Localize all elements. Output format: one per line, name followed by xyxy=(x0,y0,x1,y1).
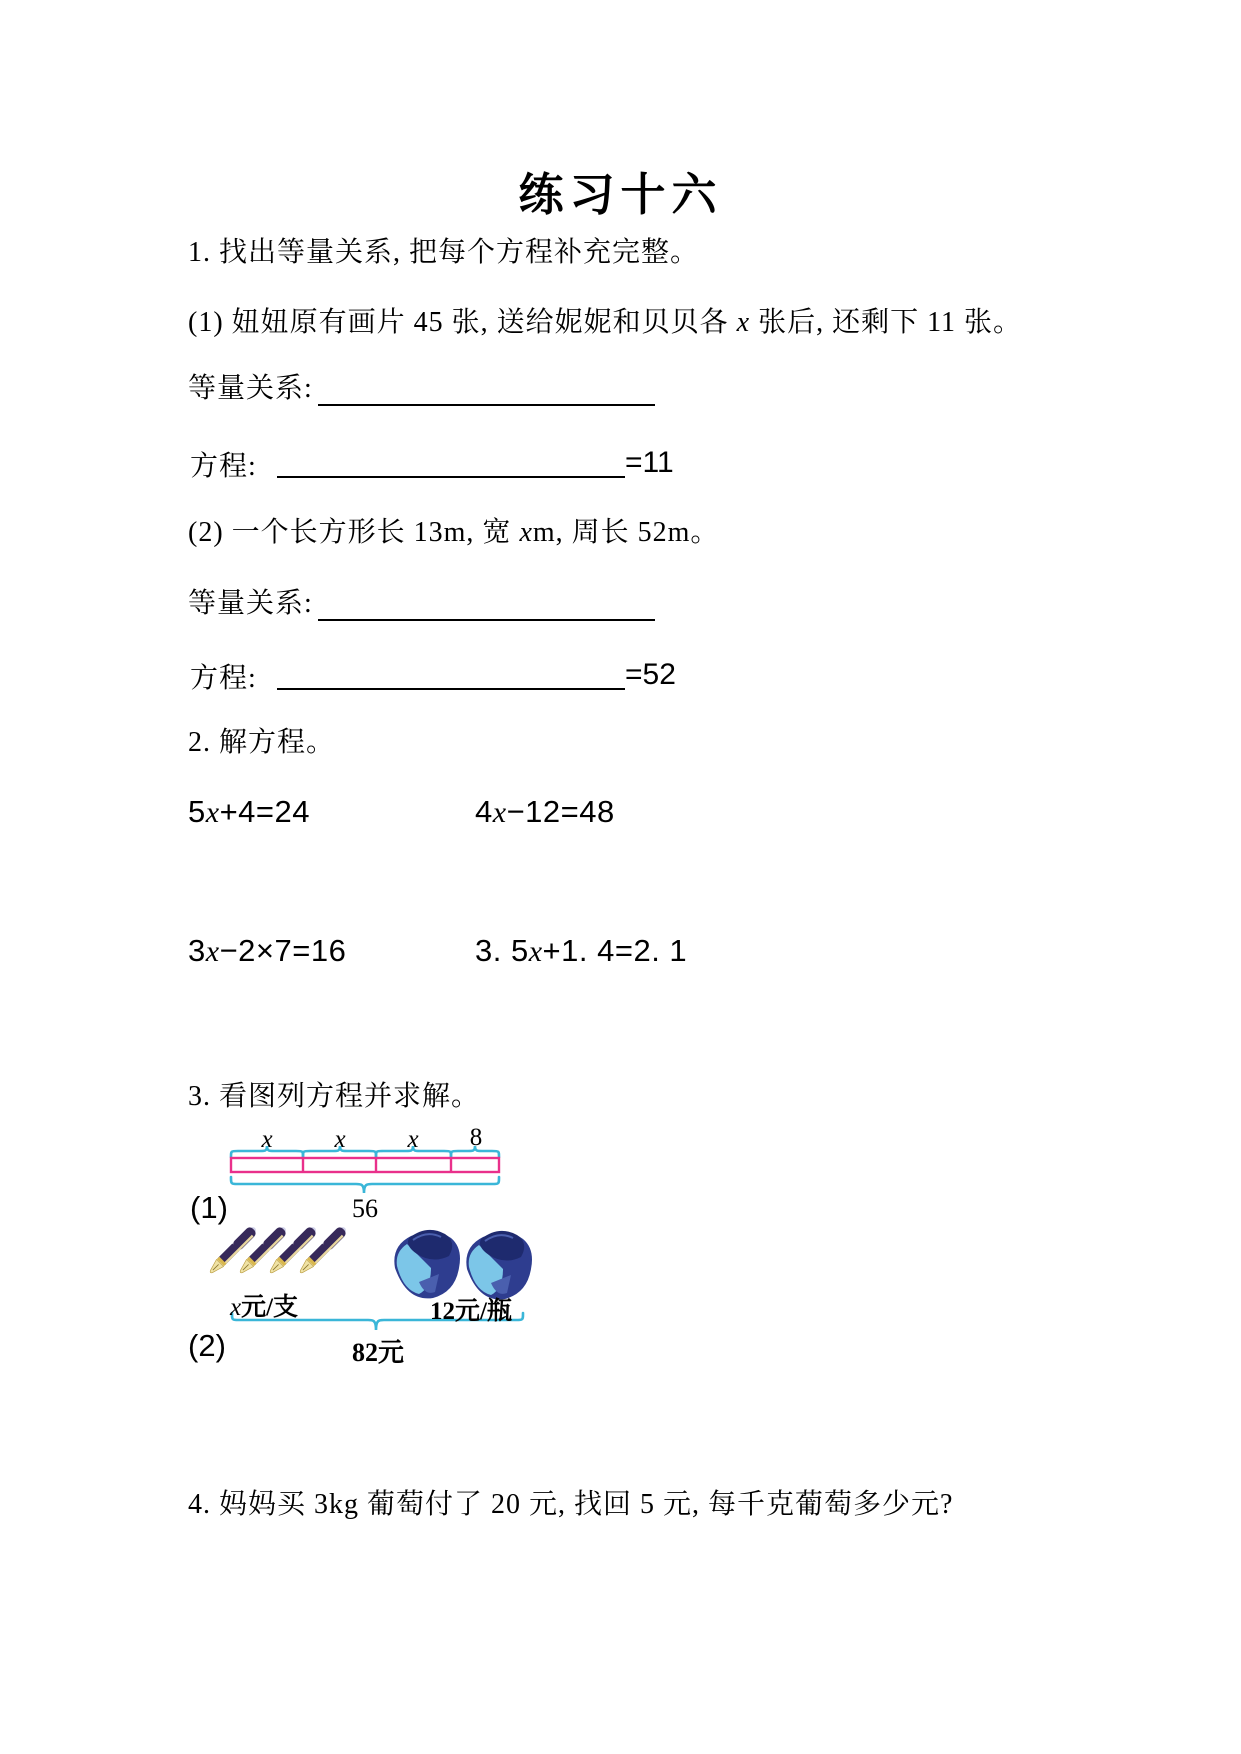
total-price-label: 82元 xyxy=(352,1338,405,1367)
relation-label: 等量关系: xyxy=(188,373,313,404)
q3-heading: 3. 看图列方程并求解。 xyxy=(188,1081,481,1112)
q2-heading: 2. 解方程。 xyxy=(188,727,336,758)
q2-equations-row-1 xyxy=(0,794,1241,844)
q4-text-line xyxy=(0,1482,1241,1532)
q2-heading-line xyxy=(0,720,1241,770)
relation-blank xyxy=(318,366,655,406)
q1-part1-text-line xyxy=(0,300,1241,350)
bar-segment-label: x xyxy=(261,1126,273,1153)
bar-total-label: 56 xyxy=(352,1194,378,1223)
q1-part2-equation-line xyxy=(0,656,1241,706)
q1-part2-text-line xyxy=(0,510,1241,560)
ink-bottle-icon xyxy=(394,1230,460,1299)
bar-segment-label: 8 xyxy=(469,1124,483,1151)
q2-equations-row-2 xyxy=(0,933,1241,983)
q1-heading: 1. 找出等量关系, 把每个方程补充完整。 xyxy=(188,237,700,268)
equation-blank xyxy=(277,656,625,690)
q1-part1-equation-line xyxy=(0,444,1241,494)
variable-x: x xyxy=(736,307,751,338)
bar xyxy=(231,1158,499,1172)
equation-rhs: =11 xyxy=(625,446,674,479)
page-title: 练习十六 xyxy=(518,170,723,220)
relation-label: 等量关系: xyxy=(188,588,313,619)
variable-x: x xyxy=(492,796,507,829)
q1-part2-relation-line xyxy=(0,581,1241,631)
relation-blank xyxy=(318,581,655,621)
q1-part2-text: (2) 一个长方形长 13m, 宽 xm, 周长 52m。 xyxy=(188,517,720,548)
variable-x: x xyxy=(230,1294,242,1321)
bar-segment-label: x xyxy=(334,1126,346,1153)
variable-x: x xyxy=(519,517,533,548)
bottles-price-label: 12元/瓶 xyxy=(430,1298,512,1325)
ink-bottle-icon xyxy=(466,1231,532,1300)
q4-text: 4. 妈妈买 3kg 葡萄付了 20 元, 找回 5 元, 每千克葡萄多少元? xyxy=(188,1489,954,1520)
variable-x: x xyxy=(205,796,220,829)
total-brace xyxy=(231,1177,499,1193)
pens-price-label: x元/支 xyxy=(230,1294,299,1321)
equation-rhs: =52 xyxy=(625,658,676,691)
q1-heading-line xyxy=(0,230,1241,280)
equation-label: 方程: xyxy=(190,663,257,694)
q3-heading-line xyxy=(0,1074,1241,1124)
equation-3-5x: 3. 5x+1. 4=2. 1 xyxy=(475,933,688,968)
q1-part1-text: (1) 妞妞原有画片 45 张, 送给妮妮和贝贝各 x 张后, 还剩下 11 张。 xyxy=(188,307,1023,338)
q1-part1-relation-line xyxy=(0,366,1241,416)
diagram1-tag: (1) xyxy=(190,1190,228,1225)
variable-x: x xyxy=(205,935,220,968)
pen-icon xyxy=(207,1224,259,1276)
diagram2-tag: (2) xyxy=(188,1328,226,1363)
bar-segment-label: x xyxy=(407,1126,419,1153)
equation-5x: 5x+4=24 xyxy=(188,794,311,829)
equation-blank xyxy=(277,444,625,478)
equation-3x: 3x−2×7=16 xyxy=(188,933,347,968)
variable-x: x xyxy=(528,935,543,968)
equation-4x: 4x−12=48 xyxy=(475,794,615,829)
equation-label: 方程: xyxy=(190,451,257,482)
